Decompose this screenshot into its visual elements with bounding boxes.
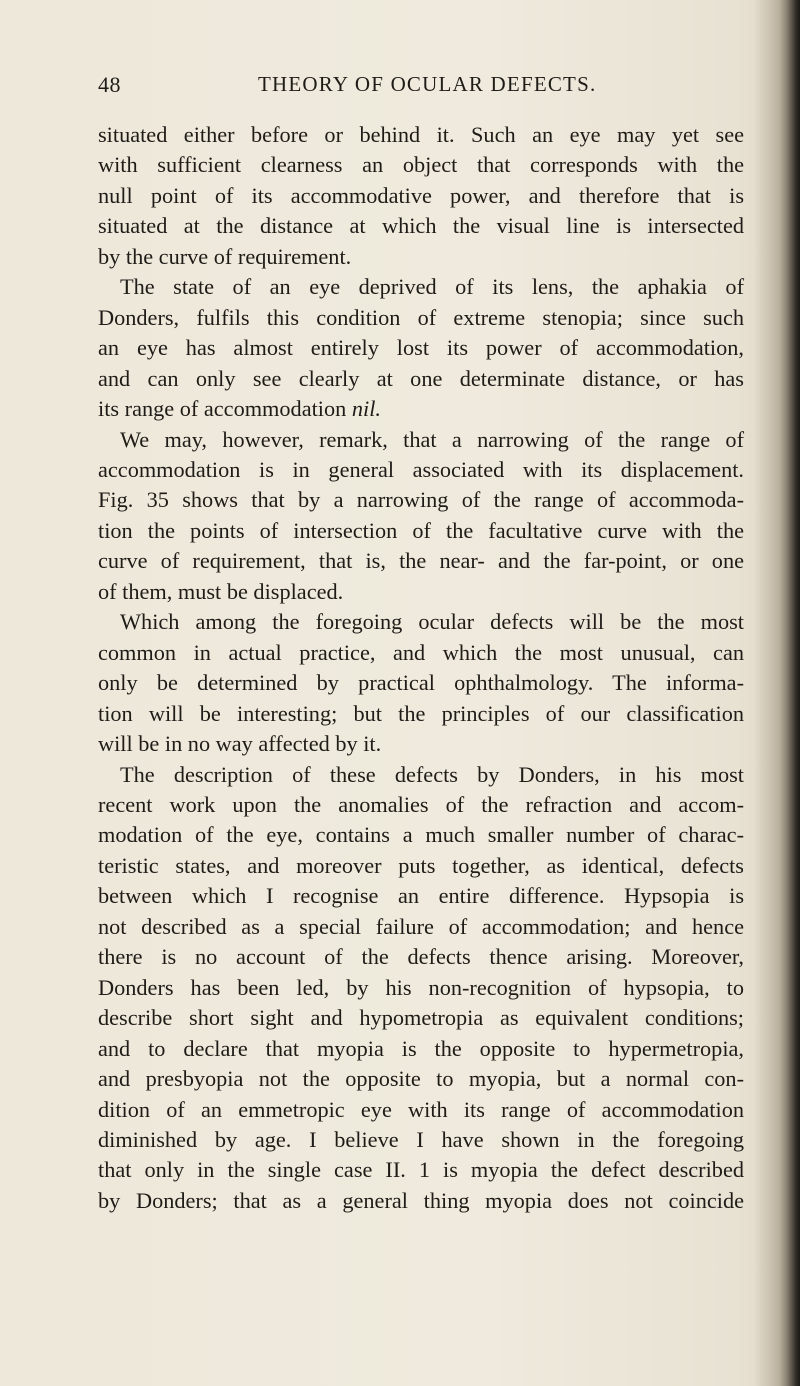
text-line: and presbyopia not the opposite to myopia, but a normal con- <box>98 1066 744 1092</box>
text-line: curve of requirement, that is, the near- and the far-point, or one <box>98 548 744 574</box>
text-line <box>98 394 744 424</box>
text-line: Which among the foregoing ocular defects will be the most <box>120 609 744 635</box>
text-line: by Donders; that as a general thing myopia does not coincide <box>98 1187 744 1213</box>
text-line: The state of an eye deprived of its lens, the aphakia of <box>120 274 744 300</box>
italic-term: nil. <box>351 396 381 422</box>
text-line: and to declare that myopia is the opposite to hypermetropia, <box>98 1035 744 1061</box>
text-line: with sufficient clearness an object that corresponds with the <box>98 152 744 178</box>
text-line: there is no account of the defects thence arising. Moreover, <box>98 944 744 970</box>
text-line: an eye has almost entirely lost its power of accommodation, <box>98 335 744 361</box>
text-line: tion the points of intersection of the facultative curve with the <box>98 517 744 543</box>
text-line: accommodation is in general associated with its displacement. <box>98 456 744 482</box>
text-line: common in actual practice, and which the most unusual, can <box>98 639 744 665</box>
text-line: tion will be interesting; but the principles of our classification <box>98 700 744 726</box>
text-line: of them, must be displaced. <box>98 578 344 604</box>
text-line: only be determined by practical ophthalmology. The informa- <box>98 670 744 696</box>
text-line: situated either before or behind it. Such an eye may yet see <box>98 122 744 147</box>
text-line: Donders, fulfils this condition of extreme stenopia; since such <box>98 304 744 330</box>
running-title: THEORY OF OCULAR DEFECTS. <box>258 72 597 96</box>
body-text <box>98 120 744 1216</box>
text-line: will be in no way affected by it. <box>98 731 382 757</box>
text-line: modation of the eye, contains a much smaller number of charac- <box>98 822 744 848</box>
text-line: null point of its accommodative power, and therefore that is <box>98 182 744 208</box>
text-line: Fig. 35 shows that by a narrowing of the range of accommoda- <box>98 487 744 513</box>
text-line: that only in the single case II. 1 is myopia the defect described <box>98 1157 744 1183</box>
text-line: teristic states, and moreover puts together, as identical, defects <box>98 852 744 878</box>
text-line: dition of an emmetropic eye with its range of accommodation <box>98 1096 744 1122</box>
text-line: describe short sight and hypometropia as equivalent conditions; <box>98 1005 744 1031</box>
text-line: The description of these defects by Donders, in his most <box>120 761 744 787</box>
text-line: Donders has been led, by his non-recognition of hypsopia, to <box>98 974 744 1000</box>
text-line: between which I recognise an entire difference. Hypsopia is <box>98 883 744 909</box>
text-line: recent work upon the anomalies of the refraction and accom- <box>98 791 744 817</box>
text-line: We may, however, remark, that a narrowing of the range of <box>120 426 744 452</box>
binding-gutter <box>754 0 800 1386</box>
text-line: diminished by age. I believe I have shown in the foregoing <box>98 1126 744 1152</box>
text-line: not described as a special failure of accommodation; and hence <box>98 913 744 939</box>
text-line: by the curve of requirement. <box>98 243 352 269</box>
page-header <box>98 72 744 102</box>
text-line: and can only see clearly at one determinate distance, or has <box>98 365 744 391</box>
page-number: 48 <box>98 72 121 97</box>
text-fragment: its range of accommodation <box>98 396 352 422</box>
text-line: situated at the distance at which the visual line is intersected <box>98 213 744 239</box>
